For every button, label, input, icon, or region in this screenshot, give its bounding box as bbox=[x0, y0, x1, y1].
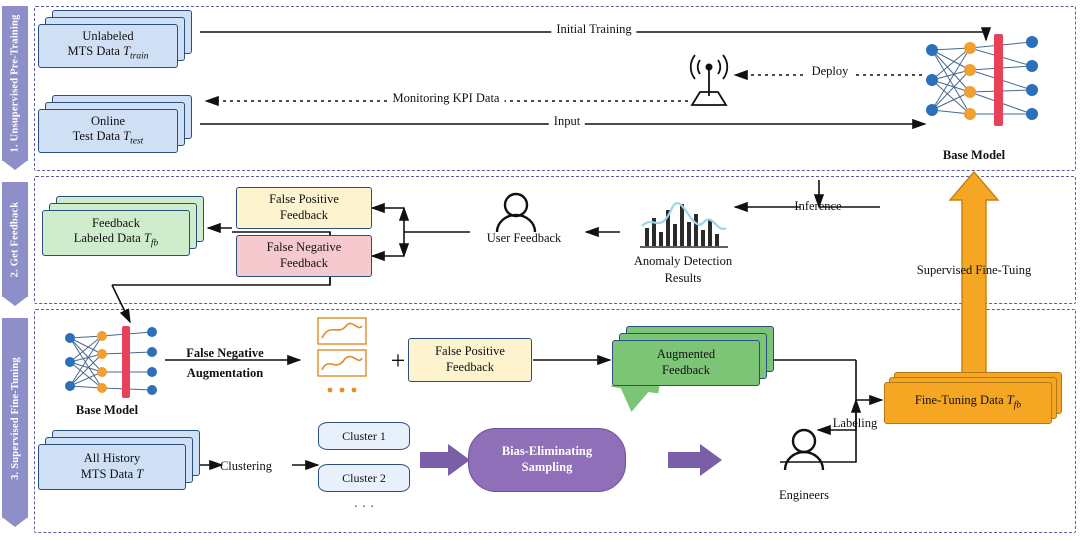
feedback-data-symbol: T bbox=[143, 231, 151, 246]
false-positive-feedback-box-stage3 bbox=[408, 338, 532, 382]
feedback-data-line2: Labeled Data bbox=[73, 231, 141, 246]
anomaly-results-line1: Anomaly Detection bbox=[633, 254, 733, 268]
unlabeled-data-line1: Unlabeled bbox=[82, 28, 134, 43]
false-positive-feedback-box bbox=[236, 187, 372, 229]
augmented-feedback-line1: Augmented bbox=[656, 347, 716, 362]
cluster-2-label: Cluster 2 bbox=[342, 470, 386, 485]
edge-label-initial-training: Initial Training bbox=[551, 22, 636, 37]
supervised-finetuning-arrow bbox=[950, 172, 998, 398]
false-negative-augmentation-line2: Augmentation bbox=[186, 366, 264, 380]
phase-label-1: 1. Unsupervised Pre-Training bbox=[9, 14, 21, 153]
anomaly-results-line2: Results bbox=[664, 271, 702, 285]
feedback-data-line1: Feedback bbox=[92, 215, 140, 230]
user-feedback-label: User Feedback bbox=[486, 231, 562, 245]
fp3-line2: Feedback bbox=[446, 360, 494, 374]
fp-line1: False Positive bbox=[269, 192, 339, 207]
all-history-line1: All History bbox=[83, 451, 141, 466]
false-negative-augmentation-line1: False Negative bbox=[186, 346, 264, 360]
labeling-label: Labeling bbox=[832, 416, 878, 430]
fine-tuning-data bbox=[884, 372, 1066, 428]
base-model-label-stage3: Base Model bbox=[75, 403, 139, 417]
fn-line1: False Negative bbox=[266, 240, 342, 255]
user-icon bbox=[497, 194, 535, 232]
engineers-label: Engineers bbox=[779, 488, 829, 502]
augmented-feedback-line2: Feedback bbox=[662, 363, 710, 377]
online-test-symbol: T bbox=[123, 129, 131, 144]
timeseries-icon bbox=[318, 318, 366, 392]
bias-sampling-line1: Bias-Eliminating bbox=[501, 444, 593, 459]
anomaly-chart-icon bbox=[640, 200, 728, 247]
unlabeled-data-symbol: T bbox=[123, 44, 131, 59]
stage3-network-icon bbox=[65, 326, 157, 398]
cluster-1 bbox=[318, 422, 410, 450]
unlabeled-data-line2: MTS Data bbox=[67, 44, 120, 59]
cluster-ellipsis: · · · bbox=[353, 500, 375, 515]
augmented-feedback bbox=[612, 326, 782, 388]
fp-line2: Feedback bbox=[280, 208, 328, 222]
false-negative-feedback-box bbox=[236, 235, 372, 277]
all-history-symbol: T bbox=[136, 467, 144, 481]
phase-label-3: 3. Supervised Fine-Tuning bbox=[9, 356, 21, 480]
online-test-line2: Test Data bbox=[72, 129, 121, 144]
all-history-line2: MTS Data bbox=[80, 467, 134, 481]
fine-tuning-data-subscript: fb bbox=[1013, 400, 1022, 411]
feedback-data-subscript: fb bbox=[150, 238, 159, 249]
feedback-labeled-data bbox=[42, 196, 212, 258]
inference-label: Inference bbox=[794, 199, 842, 213]
cluster-2 bbox=[318, 464, 410, 492]
fn-line2: Feedback bbox=[280, 256, 328, 270]
phase-label-2: 2. Get Feedback bbox=[9, 201, 21, 278]
antenna-icon bbox=[691, 55, 728, 105]
edge-label-deploy: Deploy bbox=[807, 64, 854, 79]
unlabeled-data-subscript: train bbox=[130, 51, 149, 62]
online-test-subscript: test bbox=[130, 136, 144, 147]
bias-eliminating-sampling bbox=[468, 428, 626, 492]
bias-sampling-line2: Sampling bbox=[521, 460, 573, 474]
fine-tuning-data-symbol: T bbox=[1006, 393, 1014, 408]
edge-label-input: Input bbox=[549, 114, 585, 129]
edge-label-monitoring: Monitoring KPI Data bbox=[388, 91, 505, 106]
fine-tuning-data-text: Fine-Tuning Data bbox=[914, 393, 1004, 408]
supervised-finetuning-label: Supervised Fine-Tuing bbox=[916, 263, 1032, 277]
engineer-icon bbox=[785, 430, 823, 470]
plus-sign: + bbox=[390, 346, 406, 375]
cluster-1-label: Cluster 1 bbox=[342, 428, 386, 443]
all-history-mts-data bbox=[38, 430, 208, 492]
base-model-label-stage1: Base Model bbox=[942, 148, 1006, 162]
clustering-label: Clustering bbox=[219, 459, 273, 473]
fp3-line1: False Positive bbox=[435, 344, 505, 359]
online-test-line1: Online bbox=[90, 113, 126, 128]
